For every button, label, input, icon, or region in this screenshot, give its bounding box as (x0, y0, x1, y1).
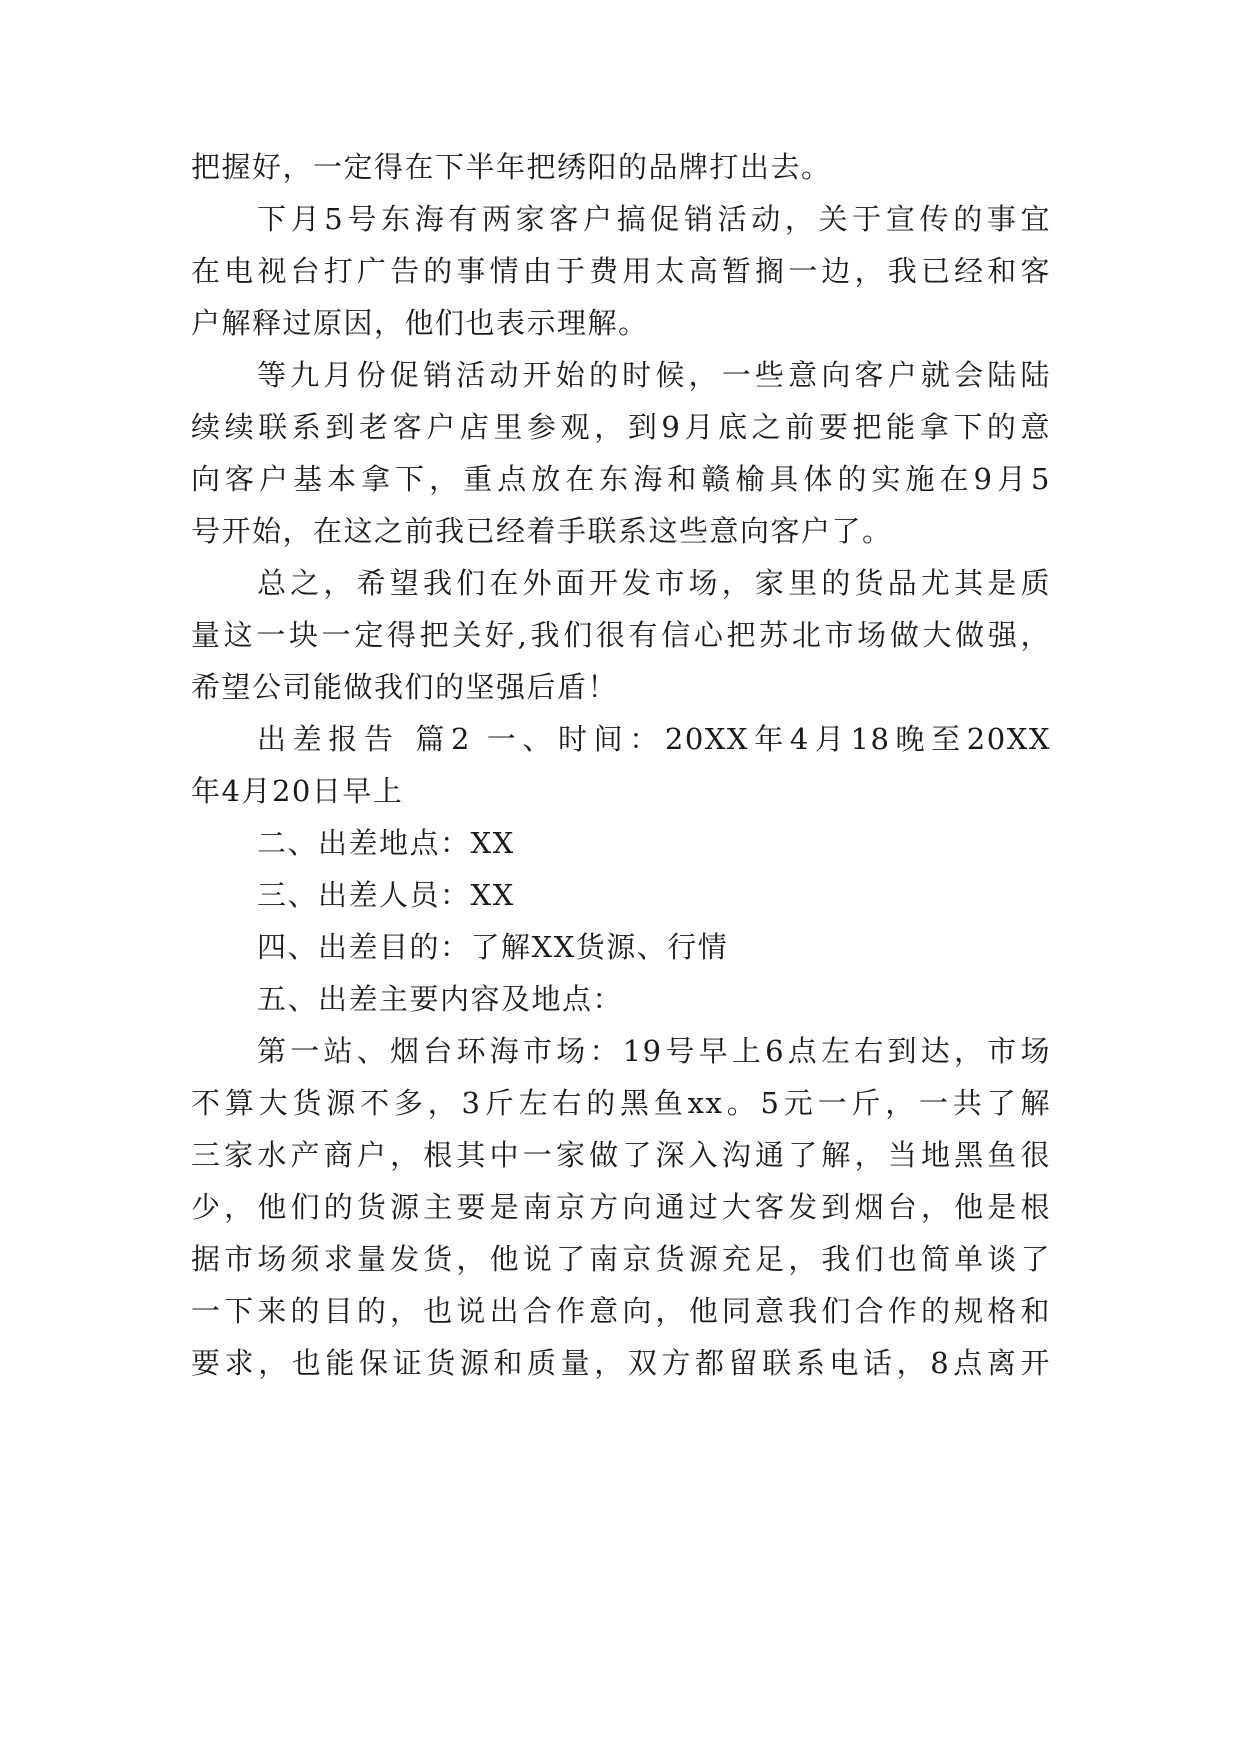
text-line-24: 要求，也能保证货源和质量，双方都留联系电话，8点离开 (191, 1346, 1051, 1380)
text-line-16: 四、出差目的：了解XX货源、行情 (257, 930, 729, 964)
text-line-12: 出差报告 篇2 一、时间：20XX年4月18晚至20XX (257, 722, 1051, 756)
text-line-07: 向客户基本拿下，重点放在东海和赣榆具体的实施在9月5 (191, 462, 1051, 496)
text-line-13: 年4月20日早上 (191, 774, 404, 808)
text-line-23: 一下来的目的，也说出合作意向，他同意我们合作的规格和 (191, 1294, 1051, 1328)
text-line-05: 等九月份促销活动开始的时候，一些意向客户就会陆陆 (257, 358, 1051, 392)
text-line-09: 总之，希望我们在外面开发市场，家里的货品尤其是质 (257, 566, 1051, 600)
text-line-15: 三、出差人员：XX (257, 878, 515, 912)
text-line-02: 下月5号东海有两家客户搞促销活动，关于宣传的事宜 (257, 202, 1051, 236)
text-line-08: 号开始，在这之前我已经着手联系这些意向客户了。 (191, 514, 893, 548)
text-line-01: 把握好，一定得在下半年把绣阳的品牌打出去。 (191, 150, 832, 184)
text-line-21: 少，他们的货源主要是南京方向通过大客发到烟台，他是根 (191, 1190, 1051, 1224)
text-line-19: 不算大货源不多，3斤左右的黑鱼xx。5元一斤，一共了解 (191, 1086, 1051, 1120)
text-line-17: 五、出差主要内容及地点： (257, 982, 624, 1016)
text-line-20: 三家水产商户，根其中一家做了深入沟通了解，当地黑鱼很 (191, 1138, 1051, 1172)
text-line-03: 在电视台打广告的事情由于费用太高暂搁一边，我已经和客 (191, 254, 1051, 288)
text-line-06: 续续联系到老客户店里参观，到9月底之前要把能拿下的意 (191, 410, 1051, 444)
text-line-11: 希望公司能做我们的坚强后盾！ (191, 670, 619, 704)
text-line-10: 量这一块一定得把关好,我们很有信心把苏北市场做大做强， (191, 618, 1051, 652)
text-line-18: 第一站、烟台环海市场：19号早上6点左右到达，市场 (257, 1034, 1051, 1068)
text-line-22: 据市场须求量发货，他说了南京货源充足，我们也简单谈了 (191, 1242, 1051, 1276)
text-line-14: 二、出差地点：XX (257, 826, 515, 860)
text-line-04: 户解释过原因，他们也表示理解。 (191, 306, 649, 340)
